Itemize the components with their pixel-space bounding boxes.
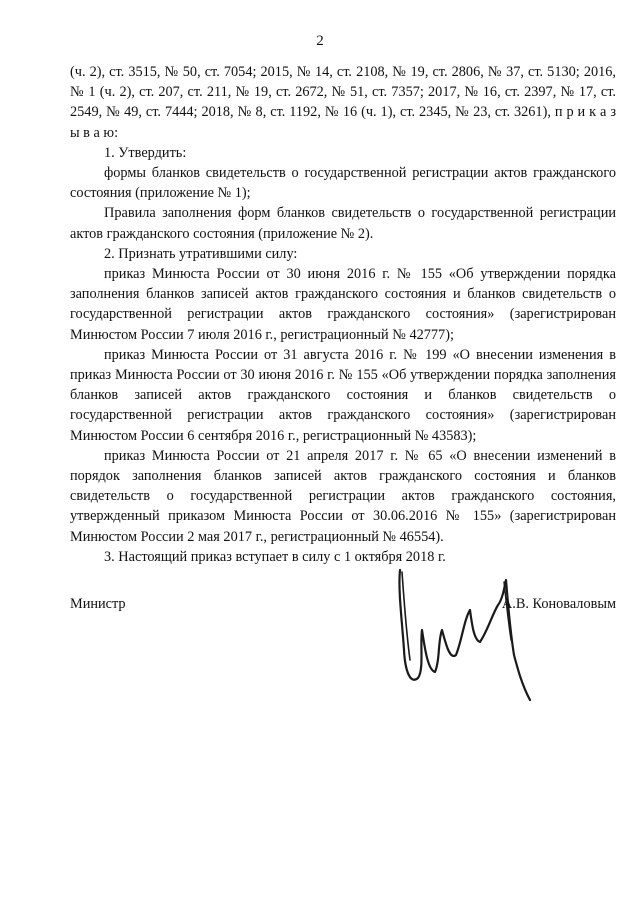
paragraph-legal-references: (ч. 2), ст. 3515, № 50, ст. 7054; 2015, № 14, ст. 2108, № 19, ст. 2806, № 37, ст. 5130; 2016, № 1 (ч. 2), ст. 207, ст. 211, № 19, ст. 2672, № 51, ст. 7357; 2017, № 16, ст. 2397, № 17, ст. 2549, № 49, ст. 7444; 2018, № 8, ст. 1192, № 16 (ч. 1), ст. 2345, № 23, ст. 3261), п р и к а з ы в а ю: <box>70 64 616 141</box>
paragraph-order-155: приказ Минюста России от 30 июня 2016 г. № 155 «Об утверждении порядка заполнения бланков записей актов гражданского состояния и бланков свидетельств о государственной регистрации актов гражданского состояния» (зарегистрирован Минюстом России 7 июля 2016 г., регистрационный № 42777); <box>70 266 616 343</box>
paragraph-item-1-rules: Правила заполнения форм бланков свидетельств о государственной регистрации актов гражданского состояния (приложение № 2). <box>70 205 616 242</box>
signature-block <box>70 596 616 616</box>
page-number: 2 <box>316 33 324 49</box>
paragraph-item-1-forms: формы бланков свидетельств о государственной регистрации актов гражданского состояния (приложение № 1); <box>70 165 616 202</box>
signatory-name: А.В. Коноваловым <box>501 596 616 612</box>
document-body <box>70 62 616 567</box>
paragraph-order-199: приказ Минюста России от 31 августа 2016 г. № 199 «О внесении изменения в приказ Минюста России от 30 июня 2016 г. № 155 «Об утверждении порядка заполнения бланков записей актов гражданского состояния и бланков свидетельств о государственной регистрации актов гражданского состояния» (зарегистрирован Минюстом России 6 сентября 2016 г., регистрационный № 43583); <box>70 346 616 444</box>
paragraph-item-1-heading: 1. Утвердить: <box>104 144 187 161</box>
paragraph-item-3-effective-date: 3. Настоящий приказ вступает в силу с 1 октября 2018 г. <box>104 548 446 565</box>
paragraph-item-2-heading: 2. Признать утратившими силу: <box>104 245 298 262</box>
handwritten-signature <box>380 560 560 710</box>
paragraph-order-65: приказ Минюста России от 21 апреля 2017 г. № 65 «О внесении изменений в порядок заполнения бланков записей актов гражданского состояния и бланков свидетельств о государственной регистрации актов гражданского состояния, утвержденный приказом Минюста России от 30.06.2016 № 155» (зарегистрирован Минюстом России 2 мая 2017 г., регистрационный № 46554). <box>70 447 616 545</box>
signatory-position: Министр <box>70 596 126 612</box>
